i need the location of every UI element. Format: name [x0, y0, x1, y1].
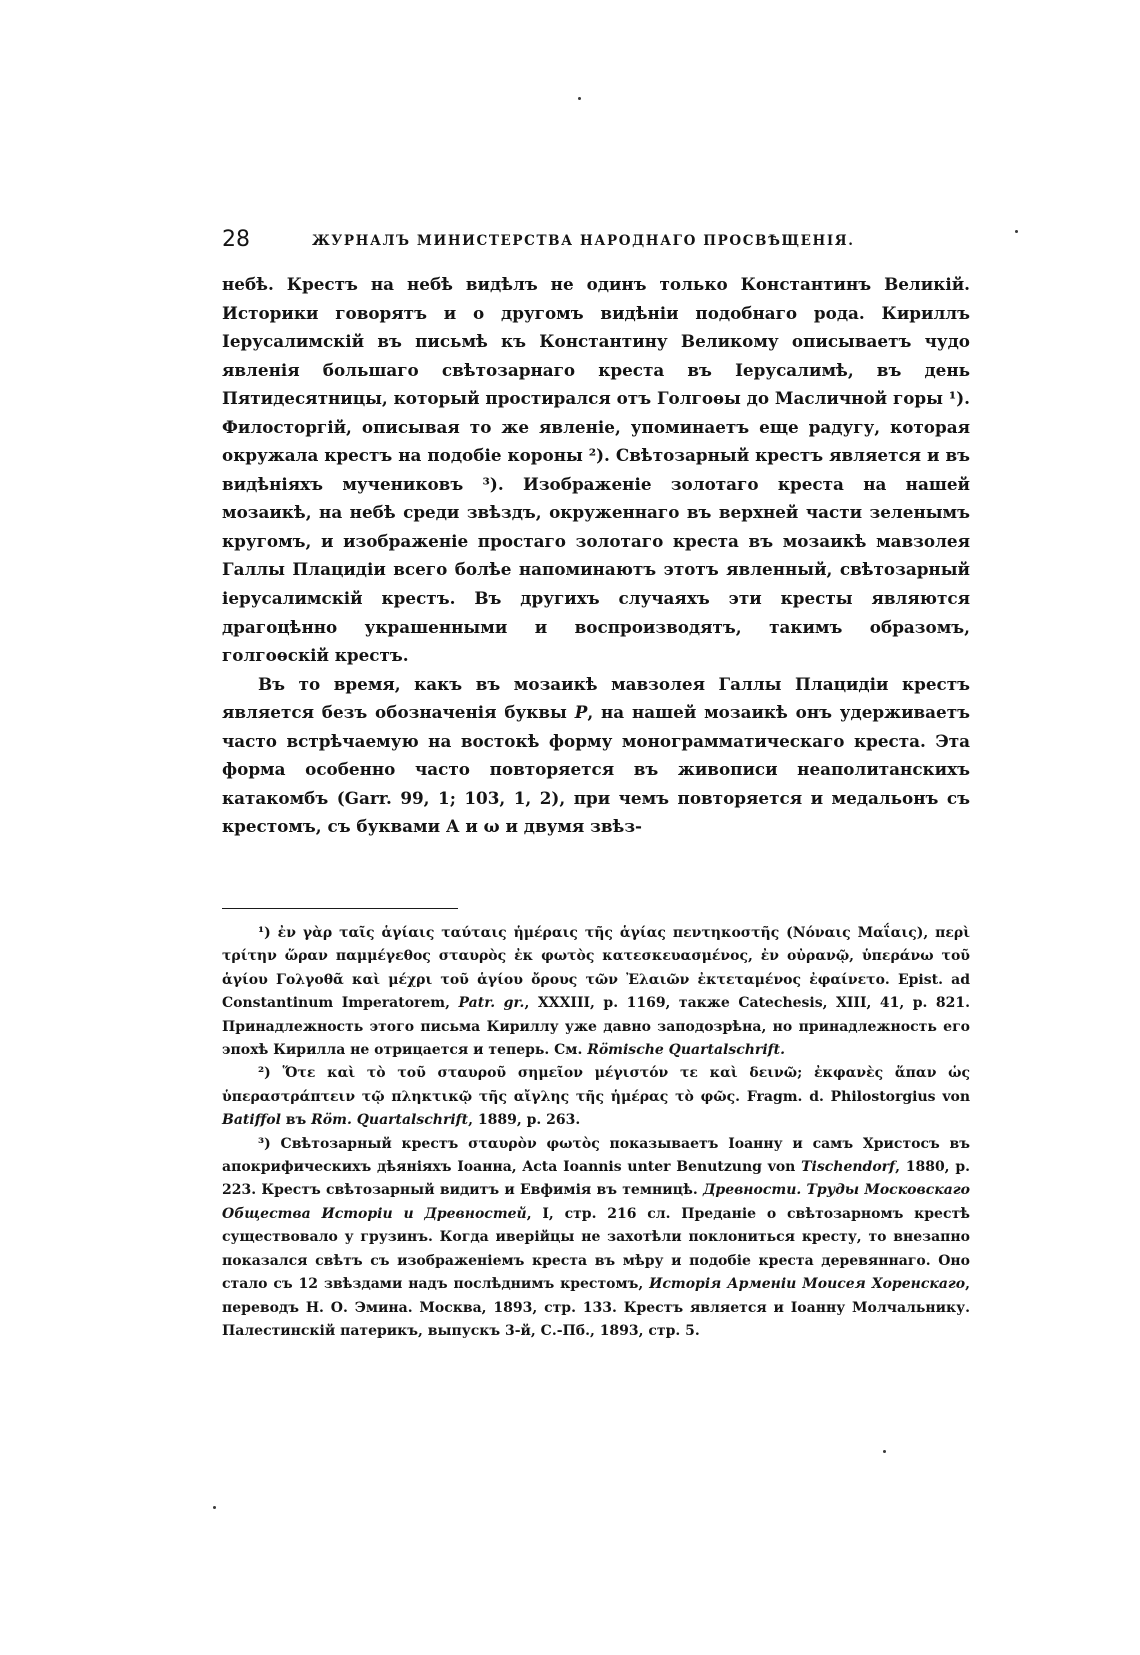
page-header	[222, 226, 974, 258]
footnote-2: ²) Ὅτε καὶ τὸ τοῦ σταυροῦ σημεῖον μέγιστόν τε καὶ δεινῶ; ἐκφανὲς ἅπαν ὡς ὑπεραστράπτειν τῷ πληκτικῷ τῆς αἴγλης τῆς ἡμέρας τὸ φῶς. Fragm. d. Philostorgius von Batiffol въ Röm. Quartalschrift, 1889, p. 263.	[222, 1065, 970, 1129]
footnote-1: ¹) ἐν γὰρ ταῖς ἁγίαις ταύταις ἡμέραις τῆς ἁγίας πεντηκοστῆς (Νόναις Μαΐαις), περὶ τρίτην ὥραν παμμέγεθος σταυρὸς ἐκ φωτὸς κατεσκευασμένος, ἐν οὐρανῷ, ὑπεράνω τοῦ ἁγίου Γολγοθᾶ καὶ μέχρι τοῦ ἁγίου ὄρους τῶν Ἐλαιῶν ἐκτεταμένος ἐφαίνετο. Epist. ad Constantinum Imperatorem, Patr. gr., XXXIII, p. 1169, также Catechesis, XIII, 41, p. 821. Принадлежность этого письма Кириллу уже давно заподозрѣна, но принадлежность его эпохѣ Кирилла не отрицается и теперь. См. Römische Quartalschrift.	[222, 925, 971, 1059]
scan-speck	[578, 97, 581, 100]
scan-speck	[213, 1506, 216, 1509]
paragraph: Въ то время, какъ въ мозаикѣ мавзолея Галлы Плацидіи крестъ является безъ обозначенія буквы P, на нашей мозаикѣ онъ удерживаетъ часто встрѣчаемую на востокѣ форму монограмматическаго креста. Эта форма особенно часто повторяется въ живописи неаполитанскихъ катакомбъ (Garr. 99, 1; 103, 1, 2), при чемъ повторяется и медальонъ съ крестомъ, съ буквами А и ω и двумя звѣз-	[222, 673, 970, 837]
paragraph: небѣ. Крестъ на небѣ видѣлъ не одинъ только Константинъ Великій. Историки говорятъ и о другомъ видѣніи подобнаго рода. Кириллъ Іерусалимскій въ письмѣ къ Константину Великому описываетъ чудо явленія большаго свѣтозарнаго креста въ Іерусалимѣ, въ день Пятидесятницы, который простирался отъ Голгоѳы до Масличной горы ¹). Филосторгій, описывая то же явленіе, упоминаетъ еще радугу, которая окружала крестъ на подобіе короны ²). Свѣтозарный крестъ является и въ видѣніяхъ мучениковъ ³). Изображеніе золотаго креста на нашей мозаикѣ, на небѣ среди звѣздъ, окруженнаго въ верхней части зеленымъ кругомъ, и изображеніе простаго золотаго креста въ мозаикѣ мавзолея Галлы Плацидіи всего болѣе напоминаютъ этотъ явленный, свѣтозарный іерусалимскій крестъ. Въ другихъ случаяхъ эти кресты являются драгоцѣнно украшенными и воспроизводятъ, такимъ образомъ, голгоѳскій крестъ.	[222, 274, 970, 666]
scan-speck	[883, 1450, 886, 1453]
footnotes	[222, 922, 970, 1343]
footnote-divider	[222, 908, 458, 909]
footnote-3: ³) Свѣтозарный крестъ σταυρὸν φωτὸς показываетъ Іоанну и самъ Христосъ въ апокрифическихъ дѣяніяхъ Іоанна, Acta Ioannis unter Benutzung von Tischendorf, 1880, p. 223. Крестъ свѣтозарный видитъ и Евфимія въ темницѣ. Древности. Труды Московскаго Общества Исторіи и Древностей, I, стр. 216 сл. Преданіе о свѣтозарномъ крестѣ существовало у грузинъ. Когда иверійцы не захотѣли поклониться кресту, то внезапно показался свѣтъ съ изображеніемъ креста въ мѣру и подобіе креста деревяннаго. Оно стало съ 12 звѣздами надъ послѣднимъ крестомъ, Исторія Арменіи Моисея Хоренскаго, переводъ Н. О. Эмина. Москва, 1893, стр. 133. Крестъ является и Іоанну Молчальнику. Палестинскій патерикъ, выпускъ 3-й, С.-Пб., 1893, стр. 5.	[222, 1135, 970, 1339]
scan-speck	[1015, 230, 1018, 233]
running-title: ЖУРНАЛЪ МИНИСТЕРСТВА НАРОДНАГО ПРОСВѢЩЕНІЯ.	[312, 233, 855, 249]
page-number: 28	[222, 227, 250, 252]
main-text	[222, 270, 970, 841]
